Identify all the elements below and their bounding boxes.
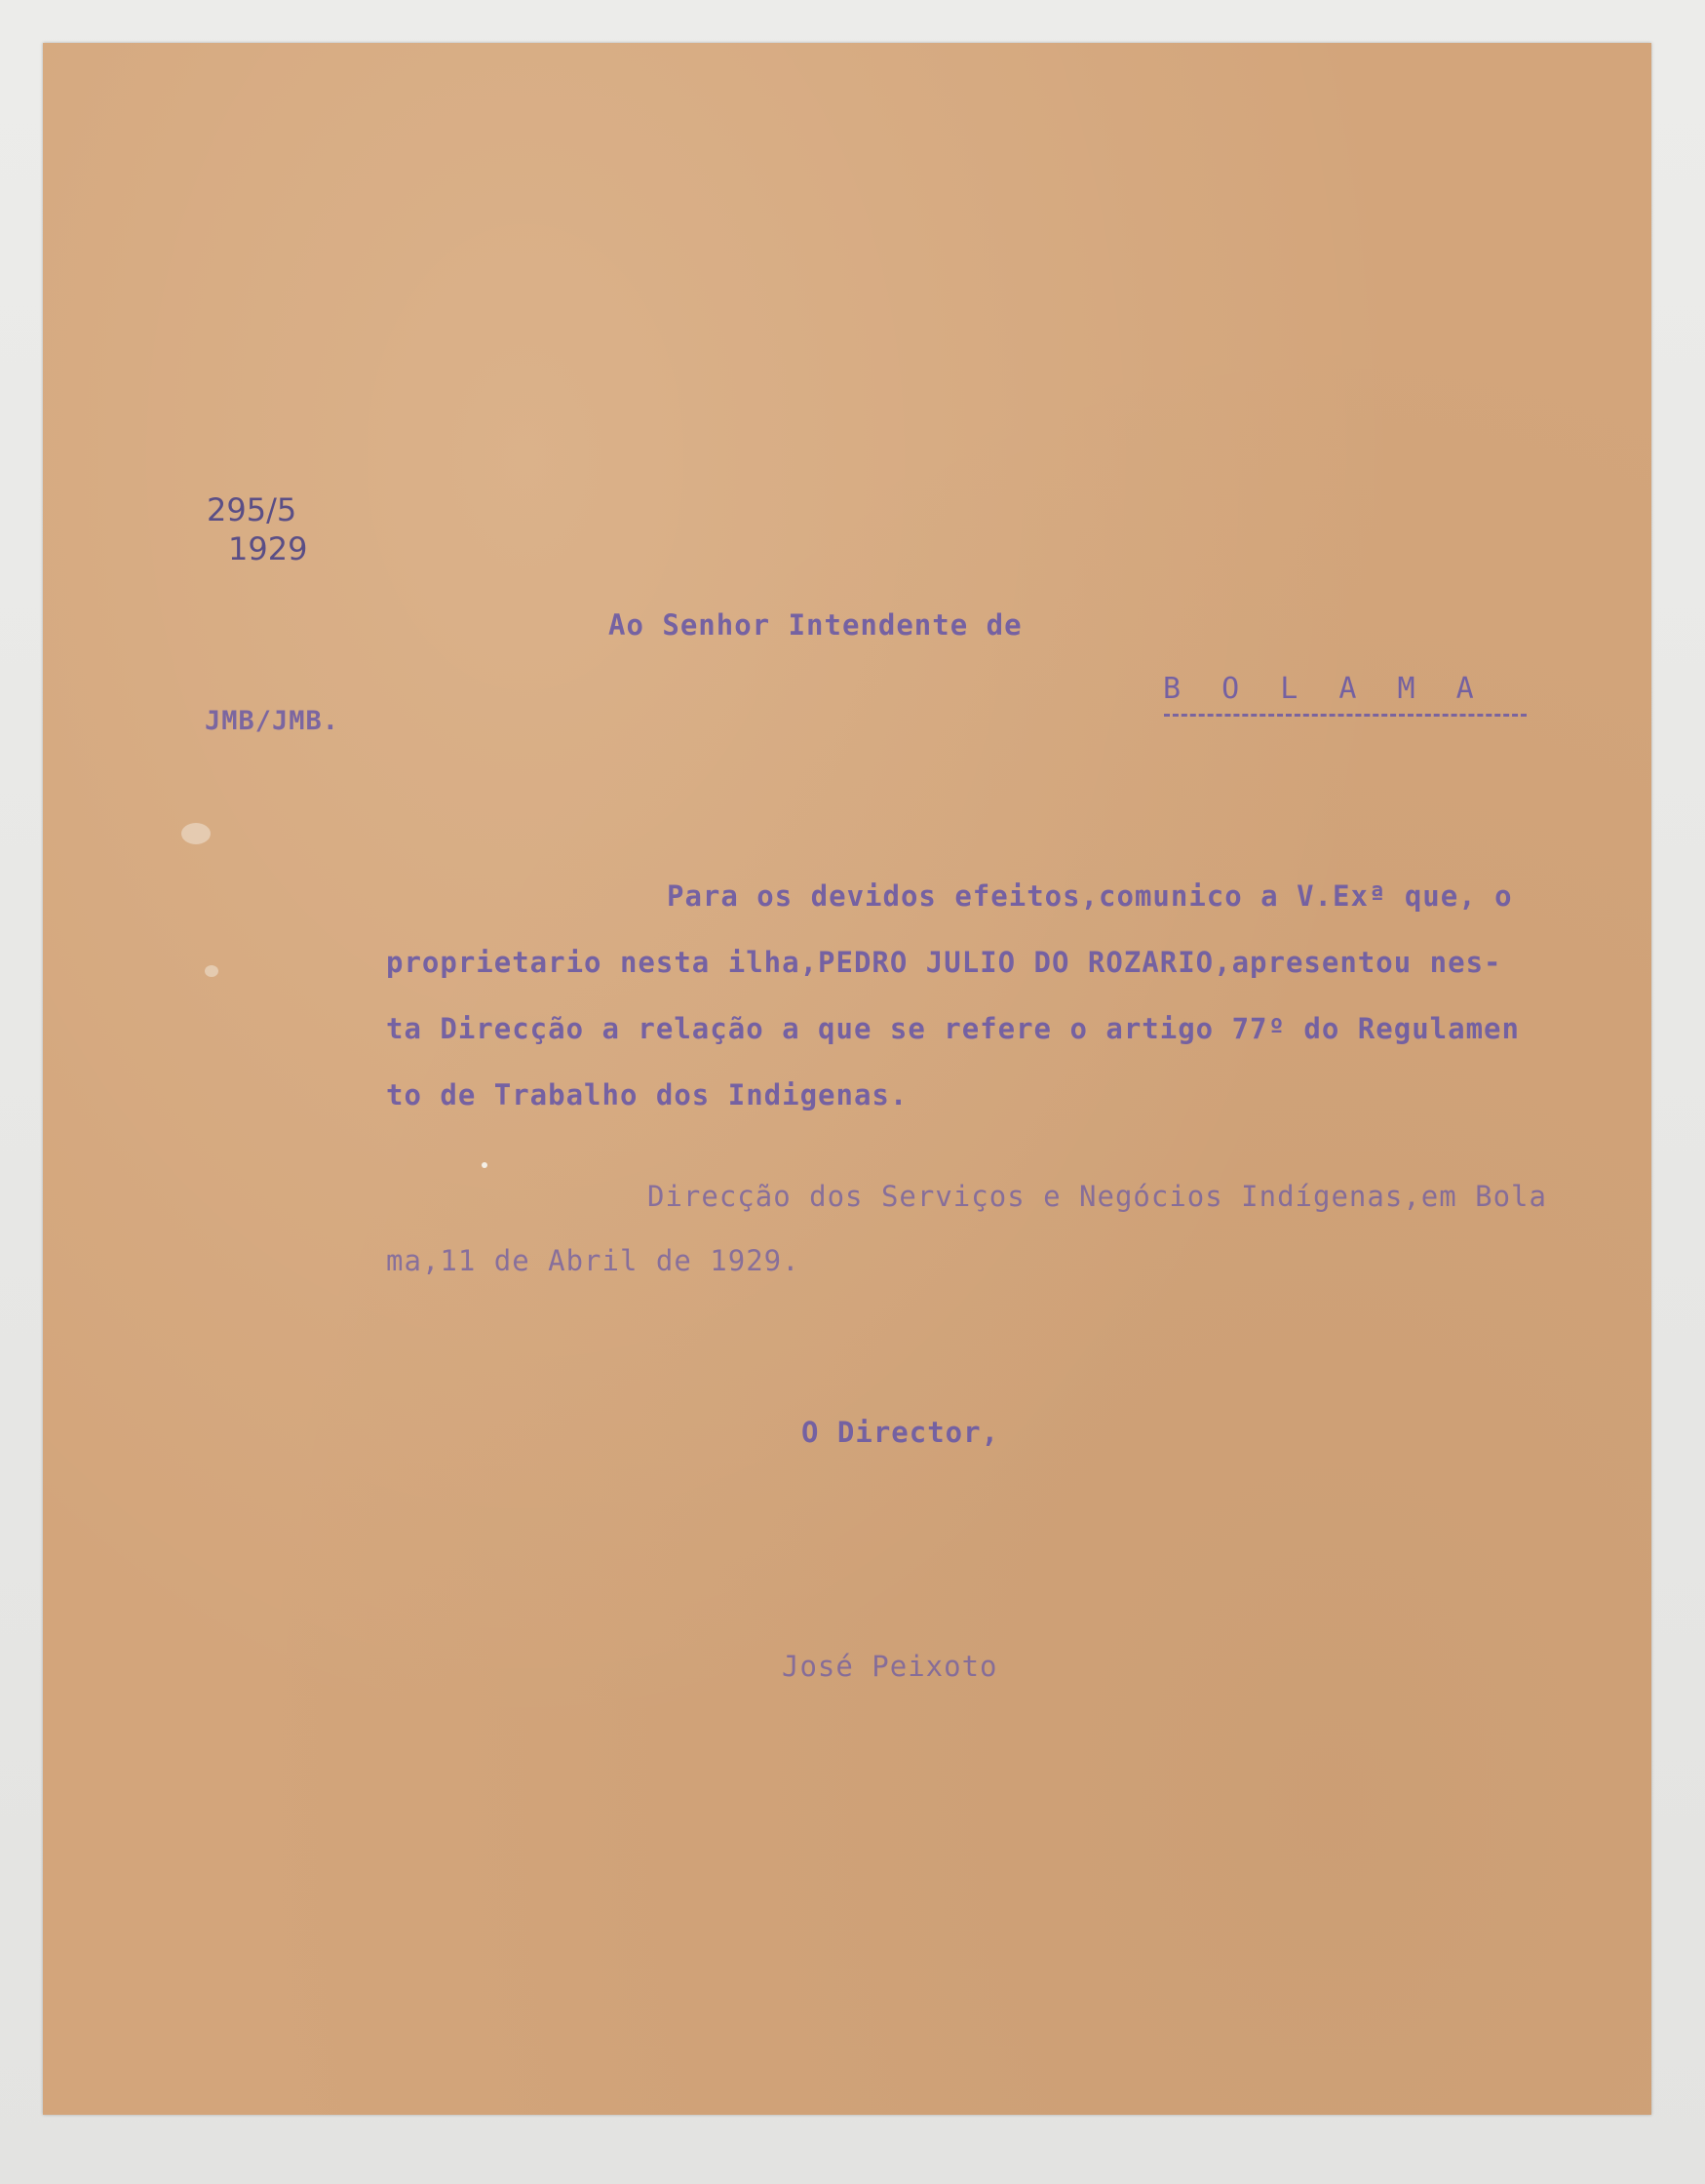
paper-speck xyxy=(482,1162,487,1168)
reference-year: 1929 xyxy=(228,530,308,567)
punch-hole-mark xyxy=(181,823,211,844)
body-line-1: Para os devidos efeitos,comunico a V.Exª que, o xyxy=(667,879,1513,913)
addressee-city: B O L A M A xyxy=(1163,672,1486,706)
body-line-2: proprietario nesta ilha,PEDRO JULIO DO ROZARIO,apresentou nes- xyxy=(386,946,1502,979)
reference-number: 295/5 xyxy=(207,491,297,528)
city-underline xyxy=(1164,714,1527,717)
dateline-line-2: ma,11 de Abril de 1929. xyxy=(386,1244,800,1277)
body-line-4: to de Trabalho dos Indigenas. xyxy=(386,1078,909,1112)
addressee-greeting: Ao Senhor Intendente de xyxy=(608,608,1023,642)
signatory-title: O Director, xyxy=(801,1416,1000,1449)
paper-sheet xyxy=(43,43,1651,2115)
body-line-3: ta Direcção a relação a que se refere o artigo 77º do Regulamen xyxy=(386,1012,1520,1045)
typist-initials: JMB/JMB. xyxy=(205,706,340,736)
paper-blemish xyxy=(205,965,218,977)
signatory-name: José Peixoto xyxy=(782,1650,998,1683)
dateline-line-1: Direcção dos Serviços e Negócios Indígenas,em Bola xyxy=(647,1180,1547,1213)
